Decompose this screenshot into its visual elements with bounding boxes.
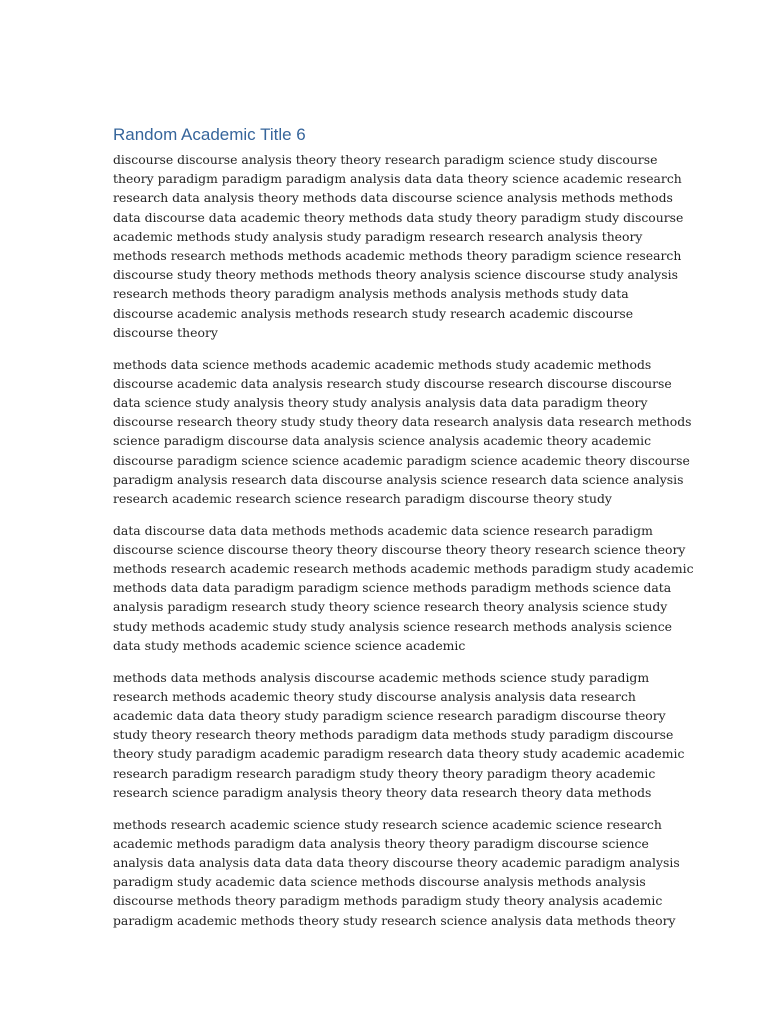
paragraph-line: discourse methods theory paradigm methods paradigm study theory analysis academic: [113, 893, 663, 909]
paragraph-line: study methods academic study study analysis science research methods analysis science: [113, 618, 673, 634]
body-paragraph: [113, 521, 694, 655]
paragraph-line: academic methods study analysis study paradigm research research analysis theory: [113, 228, 643, 244]
body-paragraph: [113, 355, 692, 509]
paragraph-line: discourse discourse analysis theory theory research paradigm science study discourse: [113, 152, 658, 167]
paragraph-line: methods research academic research methods academic methods paradigm study academic: [113, 561, 694, 577]
paragraph-line: science paradigm discourse data analysis science analysis academic theory academic: [113, 433, 652, 449]
document-title: Random Academic Title 6: [113, 125, 306, 144]
paragraph-line: discourse science discourse theory theory discourse theory theory research science theory: [113, 541, 686, 557]
paragraph-line: paradigm study academic data science methods discourse analysis methods analysis: [113, 874, 646, 890]
paragraph-line: methods data methods analysis discourse academic methods science study paradigm: [113, 669, 650, 685]
paragraph-line: discourse paradigm science science academic paradigm science academic theory discourse: [113, 452, 690, 468]
paragraph-line: research methods academic theory study discourse analysis analysis data research: [113, 688, 636, 704]
paragraph-line: paradigm academic methods theory study research science analysis data methods theory: [113, 912, 676, 928]
document-body: [113, 150, 694, 930]
body-paragraph: [113, 668, 685, 802]
paragraph-line: methods research academic science study research science academic science research: [113, 816, 662, 832]
paragraph-line: analysis paradigm research study theory science research theory analysis science study: [113, 599, 668, 615]
paragraph-line: data discourse data data methods methods academic data science research paradigm: [113, 522, 653, 538]
paragraph-line: academic methods paradigm data analysis theory theory paradigm discourse science: [113, 835, 649, 851]
paragraph-line: research science paradigm analysis theory theory data research theory data methods: [113, 784, 652, 800]
paragraph-line: theory paradigm paradigm paradigm analysis data data theory science academic research: [113, 171, 682, 187]
paragraph-line: methods data data paradigm paradigm science methods paradigm methods science data: [113, 580, 672, 596]
paragraph-line: discourse theory: [113, 324, 218, 340]
paragraph-line: analysis data analysis data data data theory discourse theory academic paradigm analysis: [113, 854, 680, 870]
paragraph-line: discourse academic data analysis research study discourse research discourse discourse: [113, 375, 672, 391]
paragraph-line: study theory research theory methods paradigm data methods study paradigm discourse: [113, 727, 674, 743]
paragraph-line: data discourse data academic theory methods data study theory paradigm study discourse: [113, 209, 684, 225]
paragraph-line: methods data science methods academic academic methods study academic methods: [113, 356, 652, 372]
paragraph-line: data study methods academic science science academic: [113, 637, 466, 653]
paragraph-line: theory study paradigm academic paradigm research data theory study academic academic: [113, 746, 685, 762]
body-paragraph: [113, 815, 680, 930]
paragraph-line: discourse research theory study study theory data research analysis data research methods: [113, 414, 692, 430]
paragraph-line: research methods theory paradigm analysis methods analysis methods study data: [113, 286, 629, 302]
paragraph-line: research data analysis theory methods data discourse science analysis methods methods: [113, 190, 673, 206]
document-page: [113, 123, 694, 942]
paragraph-line: discourse academic analysis methods research study research academic discourse: [113, 305, 634, 321]
paragraph-line: data science study analysis theory study analysis analysis data data paradigm theory: [113, 394, 648, 410]
paragraph-line: research academic research science research paradigm discourse theory study: [113, 490, 612, 506]
body-paragraph: [113, 150, 684, 342]
paragraph-line: academic data data theory study paradigm science research paradigm discourse theory: [113, 707, 666, 723]
paragraph-line: discourse study theory methods methods theory analysis science discourse study analysis: [113, 267, 678, 283]
paragraph-line: methods research methods methods academic methods theory paradigm science research: [113, 248, 682, 264]
paragraph-line: research paradigm research paradigm study theory theory paradigm theory academic: [113, 765, 656, 781]
paragraph-line: paradigm analysis research data discourse analysis science research data science analysis: [113, 471, 684, 487]
